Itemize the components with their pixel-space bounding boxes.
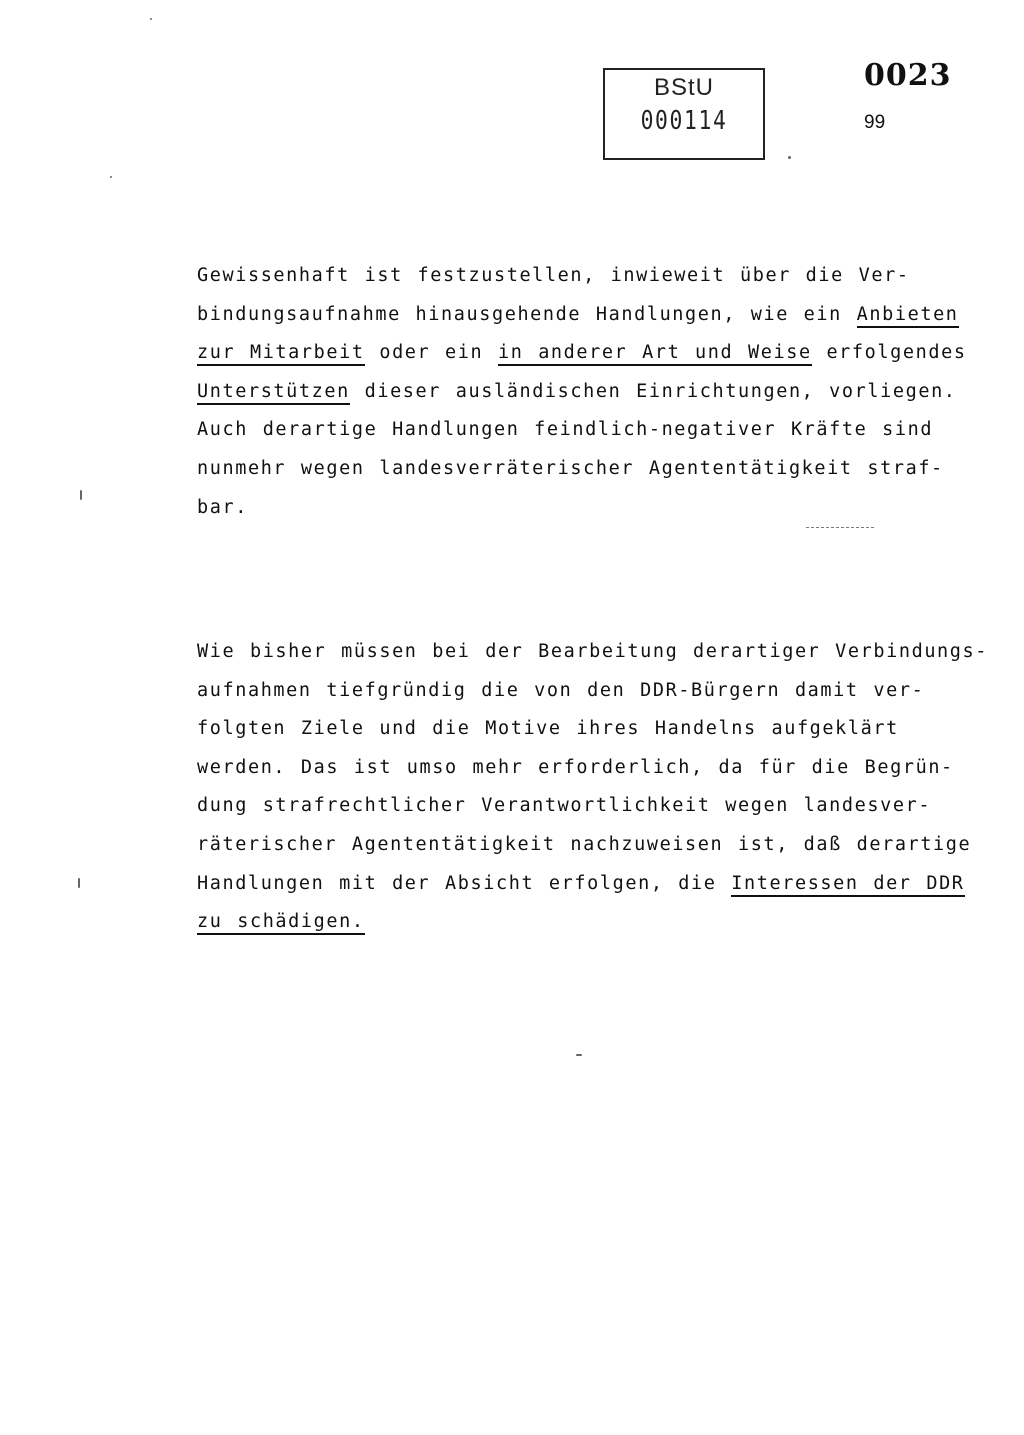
text-line: werden. Das ist umso mehr erforderlich, da für die Begrün- — [197, 756, 954, 778]
archive-stamp — [603, 68, 765, 160]
page-number: 99 — [864, 112, 886, 133]
text-line: Unterstützen dieser ausländischen Einrichtungen, vorliegen. — [197, 373, 957, 412]
archive-page-number: 0023 — [864, 58, 952, 93]
text-line — [197, 903, 957, 942]
scan-speck — [150, 18, 152, 20]
text-line: Auch derartige Handlungen feindlich-negativer Kräfte sind — [197, 419, 934, 441]
scan-speck — [788, 156, 791, 159]
underlined-phrase: zu schädigen. — [197, 911, 365, 935]
text-line: Wie bisher müssen bei der Bearbeitung derartiger Verbindungs- — [197, 641, 989, 662]
scan-speck — [78, 878, 80, 888]
dashed-mark — [806, 527, 874, 528]
text-line: räterischer Agententätigkeit nachzuweisen ist, daß derartige — [197, 833, 972, 855]
text-line: nunmehr wegen landesverräterischer Agententätigkeit straf- — [197, 457, 944, 479]
text-line: bindungsaufnahme hinausgehende Handlungen, wie ein Anbieten — [197, 296, 957, 335]
paragraph-1 — [197, 257, 967, 527]
text-line: zur Mitarbeit oder ein in anderer Art und Weise erfolgendes — [197, 334, 957, 373]
underlined-phrase: Unterstützen — [197, 381, 350, 405]
underlined-phrase: Anbieten — [857, 304, 959, 328]
stamp-agency-label: BStU — [653, 74, 714, 101]
stamp-file-number: 000114 — [640, 106, 728, 136]
underlined-phrase: Interessen der DDR — [731, 873, 964, 897]
text-line: bar. — [197, 496, 248, 518]
scan-speck — [576, 1054, 582, 1056]
scan-speck — [110, 176, 112, 178]
underlined-phrase: in anderer Art und Weise — [498, 342, 812, 366]
text-line: Handlungen mit der Absicht erfolgen, die Interessen der DDR — [197, 865, 957, 904]
text-line: aufnahmen tiefgründig die von den DDR-Bürgern damit ver- — [197, 679, 925, 701]
text-line: Gewissenhaft ist festzustellen, inwieweit über die Ver- — [197, 265, 910, 286]
text-line: dung strafrechtlicher Verantwortlichkeit wegen landesver- — [197, 795, 932, 817]
paragraph-2 — [197, 633, 989, 942]
text-line: folgten Ziele und die Motive ihres Handelns aufgeklärt — [197, 718, 899, 740]
scan-speck — [80, 490, 82, 500]
underlined-phrase: zur Mitarbeit — [197, 342, 365, 366]
